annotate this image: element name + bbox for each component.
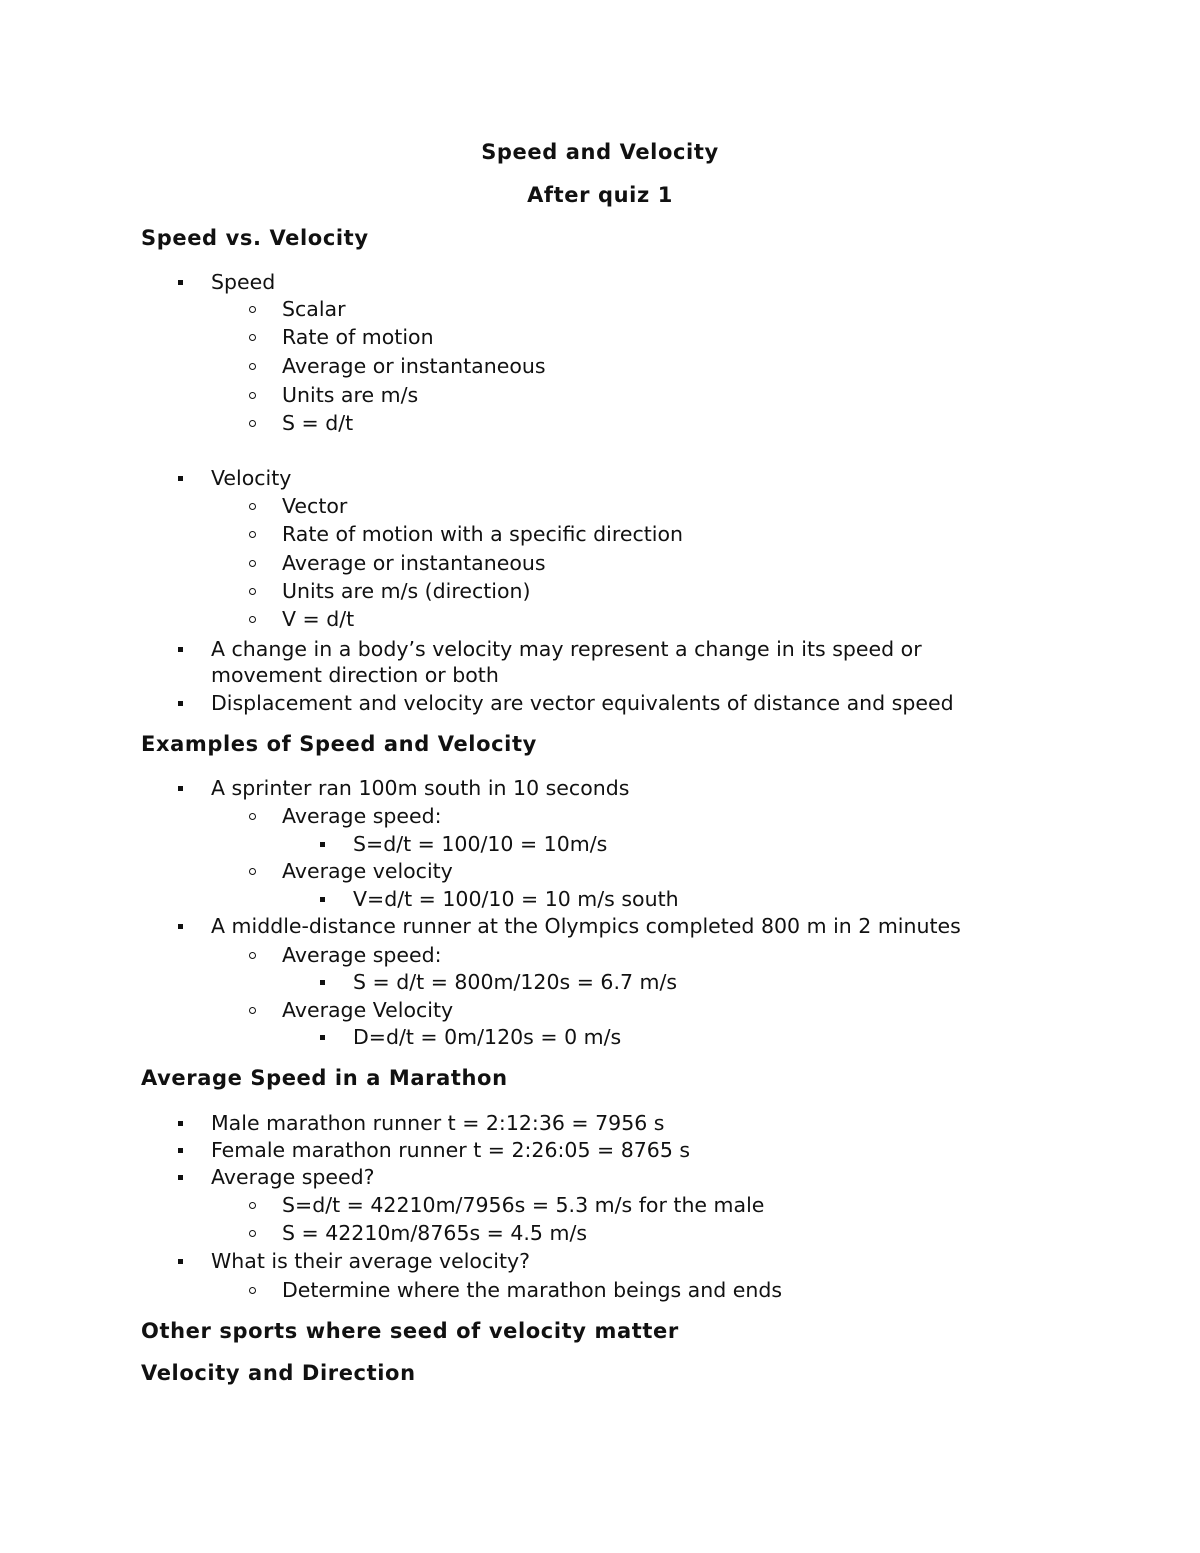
bullet-square: [178, 701, 183, 706]
list-item: S = d/t = 800m/120s = 6.7 m/s: [353, 970, 678, 994]
list-item: S = d/t: [282, 411, 354, 435]
section-heading-velocity-direction: Velocity and Direction: [141, 1361, 416, 1385]
list-item: D=d/t = 0m/120s = 0 m/s: [353, 1025, 622, 1049]
bullet-circle: [249, 952, 256, 959]
list-item: Female marathon runner t = 2:26:05 = 8765 s: [211, 1138, 691, 1162]
bullet-circle: [249, 1007, 256, 1014]
section-heading-marathon: Average Speed in a Marathon: [141, 1066, 508, 1090]
list-item: Rate of motion: [282, 325, 434, 349]
bullet-square: [178, 476, 183, 481]
bullet-square: [178, 647, 183, 652]
bullet-square: [178, 1259, 183, 1264]
list-item: Speed: [211, 270, 276, 294]
section-heading-speed-vs-velocity: Speed vs. Velocity: [141, 226, 369, 250]
bullet-circle: [249, 392, 256, 399]
bullet-square: [178, 280, 183, 285]
list-item: Units are m/s (direction): [282, 579, 531, 603]
section-heading-other-sports: Other sports where seed of velocity matter: [141, 1319, 679, 1343]
bullet-circle: [249, 616, 256, 623]
bullet-square: [178, 1148, 183, 1153]
list-item: Average velocity: [282, 859, 453, 883]
list-item: Average or instantaneous: [282, 551, 546, 575]
bullet-circle: [249, 588, 256, 595]
bullet-square: [178, 1121, 183, 1126]
bullet-circle: [249, 813, 256, 820]
list-item: A middle-distance runner at the Olympics completed 800 m in 2 minutes: [211, 914, 961, 938]
bullet-circle: [249, 503, 256, 510]
list-item: Average or instantaneous: [282, 354, 546, 378]
list-item-continuation: movement direction or both: [211, 663, 499, 687]
list-item: S = 42210m/8765s = 4.5 m/s: [282, 1221, 588, 1245]
list-item: Average speed:: [282, 943, 442, 967]
list-item: Determine where the marathon beings and ends: [282, 1278, 783, 1302]
bullet-square: [178, 1175, 183, 1180]
bullet-square: [178, 786, 183, 791]
list-item: Average speed:: [282, 804, 442, 828]
list-item: Male marathon runner t = 2:12:36 = 7956 s: [211, 1111, 665, 1135]
list-item: Vector: [282, 494, 348, 518]
page-title: Speed and Velocity: [481, 140, 719, 164]
list-item: A sprinter ran 100m south in 10 seconds: [211, 776, 630, 800]
bullet-circle: [249, 1287, 256, 1294]
bullet-square: [320, 842, 325, 847]
bullet-circle: [249, 420, 256, 427]
list-item: What is their average velocity?: [211, 1249, 530, 1273]
bullet-circle: [249, 560, 256, 567]
section-heading-examples: Examples of Speed and Velocity: [141, 732, 537, 756]
bullet-square: [320, 897, 325, 902]
list-item: A change in a body’s velocity may represent a change in its speed or: [211, 637, 922, 661]
bullet-circle: [249, 334, 256, 341]
list-item: V = d/t: [282, 607, 355, 631]
bullet-circle: [249, 363, 256, 370]
bullet-circle: [249, 306, 256, 313]
bullet-circle: [249, 868, 256, 875]
list-item: Displacement and velocity are vector equivalents of distance and speed: [211, 691, 954, 715]
list-item: Scalar: [282, 297, 346, 321]
list-item: Units are m/s: [282, 383, 419, 407]
bullet-circle: [249, 1230, 256, 1237]
list-item: S=d/t = 42210m/7956s = 5.3 m/s for the male: [282, 1193, 765, 1217]
bullet-square: [320, 1035, 325, 1040]
bullet-circle: [249, 531, 256, 538]
bullet-square: [320, 980, 325, 985]
page-subtitle: After quiz 1: [527, 183, 673, 207]
list-item: Average Velocity: [282, 998, 454, 1022]
list-item: V=d/t = 100/10 = 10 m/s south: [353, 887, 679, 911]
list-item: Average speed?: [211, 1165, 375, 1189]
bullet-square: [178, 924, 183, 929]
list-item: Rate of motion with a specific direction: [282, 522, 683, 546]
bullet-circle: [249, 1202, 256, 1209]
list-item: Velocity: [211, 466, 292, 490]
list-item: S=d/t = 100/10 = 10m/s: [353, 832, 608, 856]
